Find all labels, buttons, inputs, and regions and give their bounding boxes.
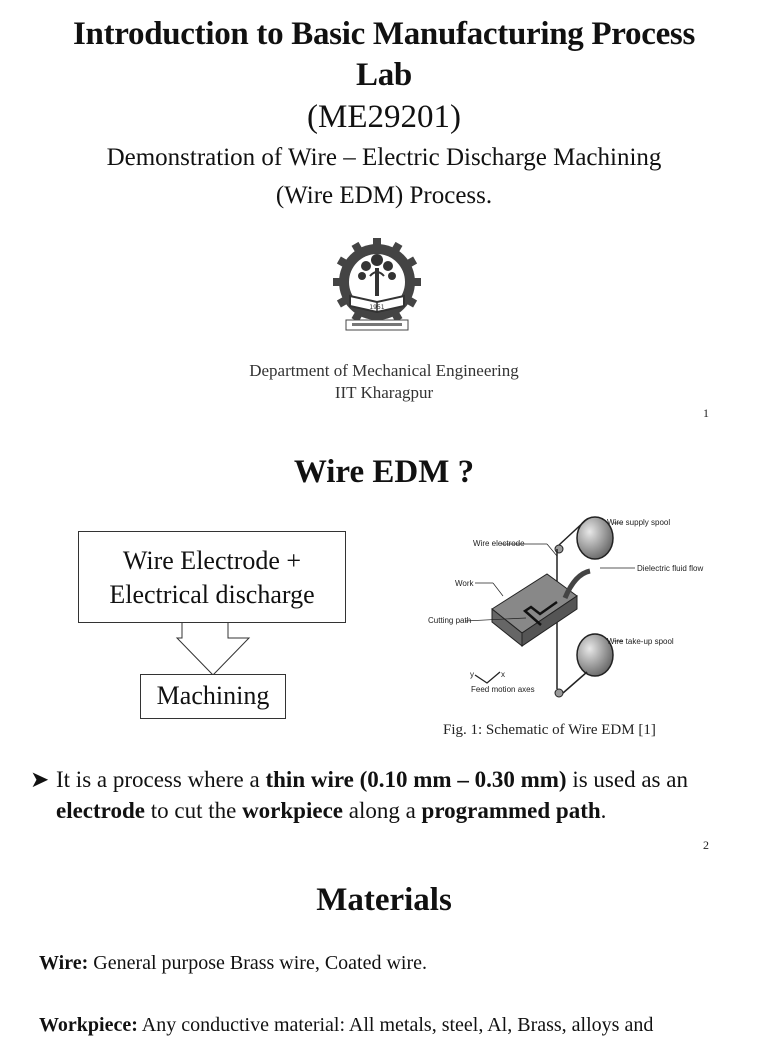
flow-box-line1: Wire Electrode + <box>122 546 302 575</box>
label-feed-motion-axes: Feed motion axes <box>471 685 535 694</box>
label-axis-x: x <box>501 670 505 679</box>
flow-box-input <box>78 531 346 623</box>
slide-title-line1: Introduction to Basic Manufacturing Process <box>72 16 696 52</box>
label-wire-takeup-spool: Wire take-up spool <box>607 637 674 646</box>
department-name: Department of Mechanical Engineering <box>249 361 519 380</box>
label-wire-electrode: Wire electrode <box>473 539 525 548</box>
arrowhead-bullet-icon: ➤ <box>30 767 50 792</box>
figure-caption: Fig. 1: Schematic of Wire EDM [1] <box>443 722 656 738</box>
page-number: 1 <box>703 406 709 420</box>
iit-kharagpur-logo-icon <box>332 238 422 334</box>
page-number: 2 <box>703 838 709 852</box>
down-arrow-icon <box>170 622 260 678</box>
slide-heading: Materials <box>316 882 452 918</box>
material-wire: Wire: General purpose Brass wire, Coated wire. <box>39 952 428 974</box>
flow-box-line2: Electrical discharge <box>109 580 315 609</box>
bullet-point: ➤ It is a process where a thin wire (0.10 mm – 0.30 mm) is used as an electrode to cut the workpiece along a programmed path. <box>30 764 750 826</box>
logo-year: 1951 <box>369 304 385 311</box>
wire-edm-schematic <box>415 508 707 706</box>
label-wire-supply-spool: Wire supply spool <box>607 518 671 527</box>
subtitle-line2: (Wire EDM) Process. <box>275 182 493 209</box>
slide-title-line2: Lab <box>356 57 412 93</box>
subtitle-line1: Demonstration of Wire – Electric Discharge Machining <box>106 144 662 171</box>
course-code: (ME29201) <box>307 99 461 135</box>
institute-name: IIT Kharagpur <box>334 383 434 402</box>
label-axis-y: y <box>470 670 474 679</box>
label-work: Work <box>455 579 474 588</box>
slide-heading: Wire EDM ? <box>293 454 475 490</box>
flow-box-result: Machining <box>140 674 286 719</box>
material-workpiece: Workpiece: Any conductive material: All metals, steel, Al, Brass, alloys and <box>39 1014 654 1036</box>
label-cutting-path: Cutting path <box>428 616 472 625</box>
label-dielectric-fluid-flow: Dielectric fluid flow <box>637 564 704 573</box>
